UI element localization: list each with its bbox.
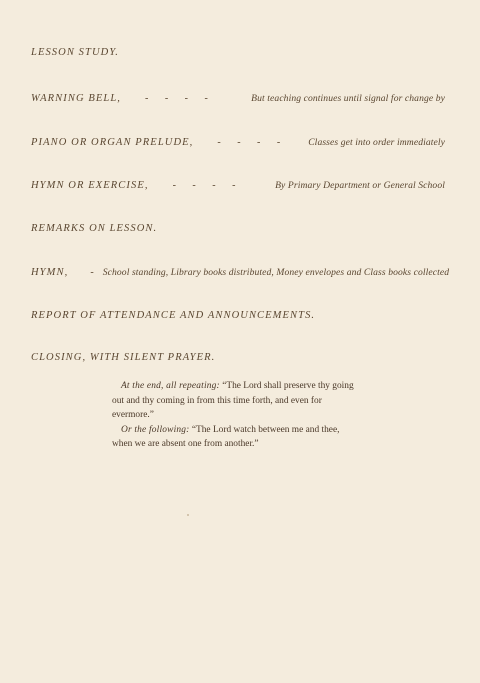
leader-dashes: - - - - — [217, 137, 281, 148]
leader-dashes: - - - - — [172, 180, 236, 191]
closing-lead-2: Or the following: — [121, 424, 190, 435]
leader-dashes: - — [90, 267, 95, 278]
closing-lead-1: At the end, all repeating: — [121, 381, 220, 391]
item-report — [31, 310, 445, 321]
item-label: REPORT OF ATTENDANCE AND ANNOUNCEMENTS. — [31, 310, 316, 321]
item-warning-bell — [31, 93, 445, 104]
item-hymn — [31, 267, 450, 278]
item-note: But teaching continues until signal for change by — [251, 93, 445, 104]
paper-speck — [187, 514, 189, 516]
leader-dashes: - - - - — [144, 93, 208, 104]
closing-text-2: “The Lord watch between me and thee, when we are absent one from another.” — [112, 424, 340, 449]
closing-text-1: “The Lord shall preserve thy going out and thy coming in from this time forth, and even for evermore.” — [112, 381, 354, 420]
item-label: LESSON STUDY. — [31, 47, 120, 58]
closing-paragraph-2 — [112, 423, 360, 452]
closing-responses — [112, 379, 360, 452]
item-label: REMARKS ON LESSON. — [31, 223, 158, 234]
item-closing — [31, 352, 445, 363]
item-remarks — [31, 223, 445, 234]
item-label: HYMN, — [31, 267, 69, 278]
item-note: Classes get into order immediately — [308, 137, 445, 148]
item-label: HYMN OR EXERCISE, — [31, 180, 149, 191]
item-label: WARNING BELL, — [31, 93, 121, 104]
item-note: By Primary Department or General School — [275, 180, 445, 191]
item-label: CLOSING, WITH SILENT PRAYER. — [31, 352, 216, 363]
closing-paragraph-1 — [112, 379, 360, 423]
item-hymn-exercise — [31, 180, 445, 191]
item-label: PIANO OR ORGAN PRELUDE, — [31, 137, 194, 148]
item-lesson-study — [31, 47, 445, 58]
item-note: School standing, Library books distributed, Money envelopes and Class books collected — [102, 267, 450, 278]
item-piano-prelude — [31, 137, 445, 148]
